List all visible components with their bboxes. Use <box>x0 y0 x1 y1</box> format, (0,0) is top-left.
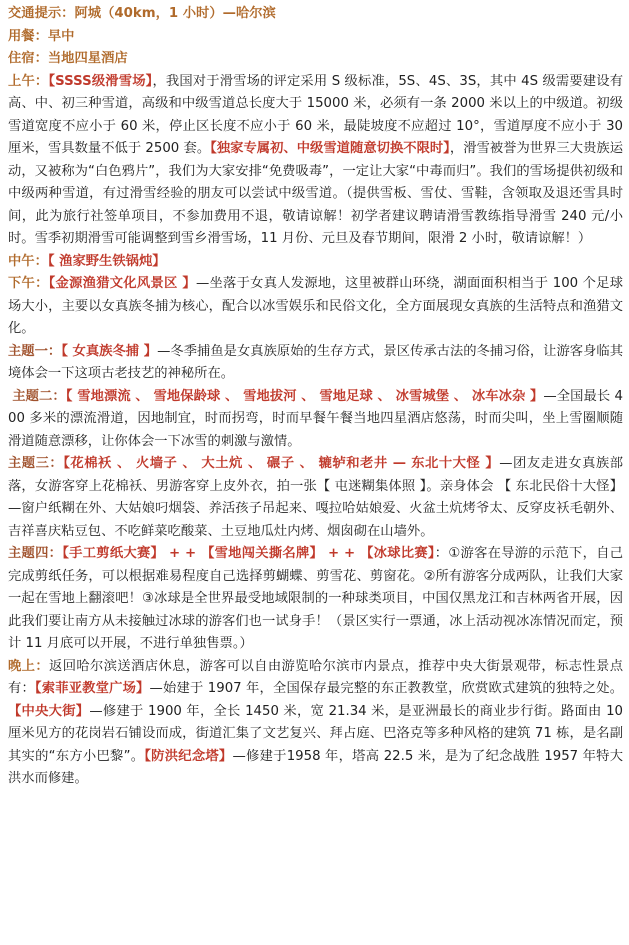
sophia-church-highlight: 【索菲亚教堂广场】 <box>34 681 150 696</box>
morning-label: 上午： <box>8 73 49 89</box>
flood-tower-highlight: 【防洪纪念塔】 <box>144 748 233 764</box>
theme-4-text: ：①游客在导游的示范下，自己完成剪纸任务，可以根据难易程度自己选择剪蝴蝶、剪雪花、剪窗花。②所有游客分成两队，让我们大家一起在雪地上翻滚吧！③冰球是全世界最受地域限制的一种球类项目，中国仅黑龙江和吉林两省开展，因此我们要让南方从未接触过冰球的游客们也一试身手！（景区实行一票通，冰上活动视冰冻情况而定，预计 11 月底可以开展，不进行单独售票。） <box>8 546 624 651</box>
afternoon-text: —坐落于女真人发源地，这里被群山环绕，湖面面积相当于 100 个足球场大小，主要以女真族冬捕为核心，配合以冰雪娱乐和民俗文化，全方面展现女真族的生活特点和渔猎文化。 <box>8 276 623 336</box>
paper-cutting-highlight: 【手工剪纸大赛】 <box>62 546 165 561</box>
morning-text-2: ，滑雪被誉为世界三大贵族运动，又被称为“白色鸦片”，我们为大家安排“免费吸毒”，一定让大家“中毒而归”。我们的雪场提供初级和中级两种雪道，有过滑雪经验的朋友可以尝试中级雪道。（提供雪板、雪仗、雪鞋，含领取及退还雪具时间，此为旅行社签单项目，不参加费用不退，敬请谅解！初学者建议聘请滑雪教练指导滑雪 240 元/小时。雪季初期滑雪可能调整到雪乡滑雪场，11 月份、元旦及春节期间，限滑 2 小时，敬请谅解！） <box>8 141 624 246</box>
morning-text-1: ，我国对于滑雪场的评定采用 S 级标准，5S、4S、3S，其中 4S 级需要建设有高、中、初三种雪道，高级和中级雪道总长度大于 15000 米，必须有一条 2000 米以上的中级道。初级雪道宽度不应小于 60 米，停止区长度不应小于 60 米，最陡坡度不应超过 10°，雪道厚度不应小于 30 厘米，雪具数量不低于 2500 套。 <box>8 73 624 156</box>
theme-1-highlight: 【 女真族冬捕 】 <box>61 343 158 359</box>
evening-text-4: —修建于1958 年，塔高 22.5 米，是为了纪念战胜 1957 年特大洪水而修建。 <box>8 748 623 786</box>
evening-text-2: —始建于 1907 年，全国保存最完整的东正教教堂，欣赏欧式建筑的独特之处。 <box>149 681 624 696</box>
theme-3-paragraph <box>8 453 623 543</box>
theme-2-text: —全国最长 400 多米的漂流滑道，因地制宜，时而拐弯，时而早餐午餐当地四星酒店悠荡，时而尖叫，坐上雪圈顺随滑道随意漂移，让你体会一下冰雪的刺激与激情。 <box>8 388 624 449</box>
theme-4-plus-1: + + <box>164 546 202 561</box>
jinyuan-scenic-highlight: 【金源渔猎文化风景区 】 <box>48 276 196 291</box>
morning-paragraph <box>8 71 623 251</box>
theme-1-paragraph <box>8 341 623 386</box>
evening-text-1: 返回哈尔滨送酒店休息，游客可以自由游览哈尔滨市内景点，推荐中央大街景观带，标志性景点有： <box>8 658 624 696</box>
theme-3-label: 主题三： <box>8 456 64 471</box>
theme-4-label: 主题四： <box>8 546 63 561</box>
exclusive-slopes-highlight: 【独家专属初、中级雪道随意切换不限时】 <box>210 141 450 156</box>
noon-label: 中午： <box>8 253 48 269</box>
theme-3-highlight: 【花棉袄 、 火墙子 、 大土炕 、 碾子 、 辘轳和老井 — 东北十大怪 】 <box>63 456 500 471</box>
theme-4-paragraph <box>8 543 623 656</box>
theme-3-text-1: —团友走进女真族部落，女游客穿上花棉袄、男游客穿上皮外衣，拍一张【 屯迷糊集体照 】。亲身体会 【 东北民俗十大怪】 <box>8 456 623 494</box>
hotel-value: 当地四星酒店 <box>47 51 128 66</box>
ice-hockey-highlight: 【冰球比赛】 <box>360 546 435 561</box>
transport-value: 阿城（40km，1 小时）—哈尔滨 <box>74 6 276 21</box>
ski-resort-highlight: 【SSSS级滑雪场】 <box>48 73 153 89</box>
evening-paragraph <box>8 656 623 791</box>
theme-2-highlight: 【 雪地漂流 、 雪地保龄球 、 雪地拔河 、 雪地足球 、 冰雪城堡 、 冰车冰杂 】 <box>65 388 544 404</box>
transport-line <box>8 3 623 26</box>
theme-1-label: 主题一： <box>8 343 62 359</box>
theme-3-text-2: —窗户纸糊在外、大姑娘叼烟袋、养活孩子吊起来、嘎拉哈姑娘爱、火盆土炕烤爷太、反穿皮袄毛朝外、吉祥喜庆粘豆包、不吃鲜菜吃酸菜、土豆地瓜灶内烤、烟囱砌在山墙外。 <box>8 501 623 539</box>
meal-line <box>8 26 623 49</box>
afternoon-paragraph <box>8 273 623 341</box>
theme-1-text: —冬季捕鱼是女真族原始的生存方式，景区传承古法的冬捕习俗，让游客身临其境体会一下这项古老技艺的神秘所在。 <box>8 343 623 381</box>
snow-challenge-highlight: 【雪地闯关撕名牌】 <box>201 546 324 561</box>
evening-text-3: —修建于 1900 年，全长 1450 米，宽 21.34 米，是亚洲最长的商业步行街。路面由 10 厘米见方的花岗岩石铺设而成，街道汇集了文艺复兴、拜占庭、巴洛克等多种风格的建筑 71 栋，是名副其实的“东方小巴黎”。 <box>8 703 623 764</box>
meal-label: 用餐： <box>8 28 48 44</box>
transport-label: 交通提示： <box>8 6 75 21</box>
theme-2-label: 主题二： <box>12 388 66 404</box>
afternoon-label: 下午： <box>8 276 49 291</box>
central-street-highlight: 【中央大街】 <box>8 703 90 719</box>
evening-label: 晚上： <box>8 658 50 674</box>
meal-value: 早中 <box>47 28 75 44</box>
noon-line <box>8 251 623 274</box>
hotel-label: 住宿： <box>8 51 48 66</box>
theme-4-plus-2: + + <box>323 546 361 561</box>
hotel-line <box>8 48 623 71</box>
noon-meal-highlight: 【 渔家野生铁锅炖】 <box>47 253 166 269</box>
theme-2-paragraph <box>8 386 623 454</box>
